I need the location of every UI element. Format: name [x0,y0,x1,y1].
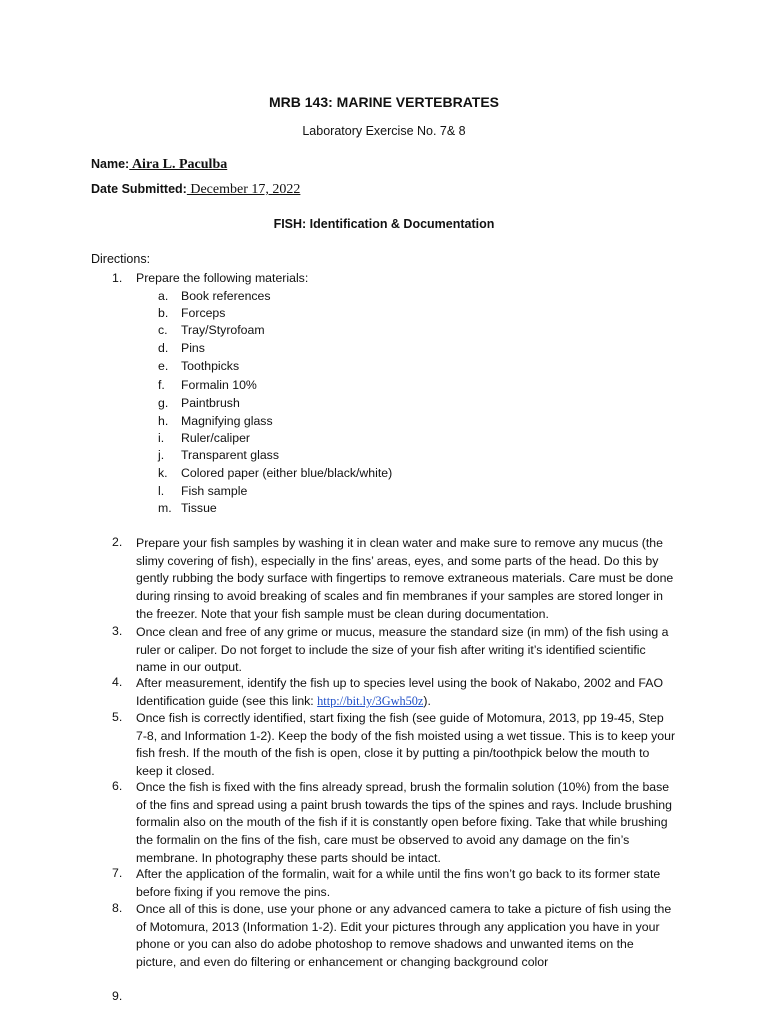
step-number: 7. [112,866,123,880]
material-letter: k. [158,466,168,480]
step-text [136,675,676,710]
material-item: Tissue [181,501,217,515]
step-number: 6. [112,779,123,793]
step-text: Once the fish is fixed with the fins already spread, brush the formalin solution (10%) from the base of the fins and spread using a paint brush towards the tips of the spines and rays. Include brushing formalin also on the mouth of the fish if it is constantly open before fixing. Take that while brushing the formalin on the fins of the fish, care must be observed to avoid any damage on the fin’s membrane. In photography these parts should be intact. [136,780,672,865]
step-number: 3. [112,624,123,638]
step-text-part: After measurement, identify the fish up to species level using the book of Nakabo, 2002 and FAO Identification guide (see this link: [136,676,664,708]
name-label: Name: [91,157,130,171]
material-item: Forceps [181,306,226,320]
step-number: 2. [112,535,123,549]
material-item: Formalin 10% [181,378,257,392]
material-letter: m. [158,501,172,515]
step-text: Prepare the following materials: [136,271,309,285]
name-value: Aira L. Paculba [129,157,228,172]
directions-label: Directions: [91,252,151,266]
material-item: Tray/Styrofoam [181,323,265,337]
material-letter: l. [158,484,165,498]
material-item: Colored paper (either blue/black/white) [181,466,393,480]
exercise-subtitle: Laboratory Exercise No. 7& 8 [302,124,466,138]
material-item: Toothpicks [181,359,240,373]
date-row [91,182,300,198]
document-title: MRB 143: MARINE VERTEBRATES [269,94,499,110]
material-item: Pins [181,341,205,355]
step-text: Prepare your fish samples by washing it in clean water and make sure to remove any mucus (the slimy covering of fish), especially in the fins’ areas, eyes, and some parts of the head. Do this by gently rubbing the body surface with fingertips to remove extraneous materials. Care must be done during rinsing to avoid breaking of scales and fin membranes if your samples are stored longer in the freezer. Note that your fish sample must be clean during documentation. [136,536,674,621]
date-label: Date Submitted: [91,182,187,196]
step-number: 5. [112,710,123,724]
section-heading: FISH: Identification & Documentation [273,217,495,231]
material-item: Magnifying glass [181,414,273,428]
step-number: 9. [112,989,123,1003]
material-item: Ruler/caliper [181,431,251,445]
fao-guide-link[interactable]: http://bit.ly/3Gwh50z [317,693,424,708]
material-letter: b. [158,306,169,320]
material-letter: f. [158,378,165,392]
date-value: December 17, 2022 [186,182,301,197]
name-row [91,157,227,173]
step-text-part: ). [423,693,431,708]
material-letter: d. [158,341,169,355]
material-letter: h. [158,414,169,428]
material-letter: i. [158,431,165,445]
material-item: Paintbrush [181,396,240,410]
material-letter: a. [158,289,169,303]
material-item: Transparent glass [181,448,279,462]
step-text: Once fish is correctly identified, start fixing the fish (see guide of Motomura, 2013, pp 19-45, Step 7-8, and Information 1-2). Keep the body of the fish moisted using a wet tissue. This is to keep your fish fresh. If the mouth of the fish is open, close it by putting a pin/toothpick below the mouth to keep it closed. [136,711,676,779]
step-number: 1. [112,271,123,285]
material-letter: e. [158,359,169,373]
step-text: After the application of the formalin, wait for a while until the fins won’t go back to its former state before fixing if you remove the pins. [136,867,661,899]
material-item: Fish sample [181,484,248,498]
material-letter: g. [158,396,169,410]
material-item: Book references [181,289,271,303]
material-letter: c. [158,323,168,337]
step-number: 4. [112,675,123,689]
step-text: Once all of this is done, use your phone or any advanced camera to take a picture of fish using the of Motomura, 2013 (Information 1-2). Edit your pictures through any application you have in your phone or you can also do adobe photoshop to remove shadows and unwanted items on the picture, and even do filtering or enhancement or changing background color [136,902,672,970]
step-text: Once clean and free of any grime or mucus, measure the standard size (in mm) of the fish using a ruler or caliper. Do not forget to include the size of your fish after writing it’s identified scientific name in our output. [136,625,669,675]
material-letter: j. [158,448,165,462]
step-number: 8. [112,901,123,915]
